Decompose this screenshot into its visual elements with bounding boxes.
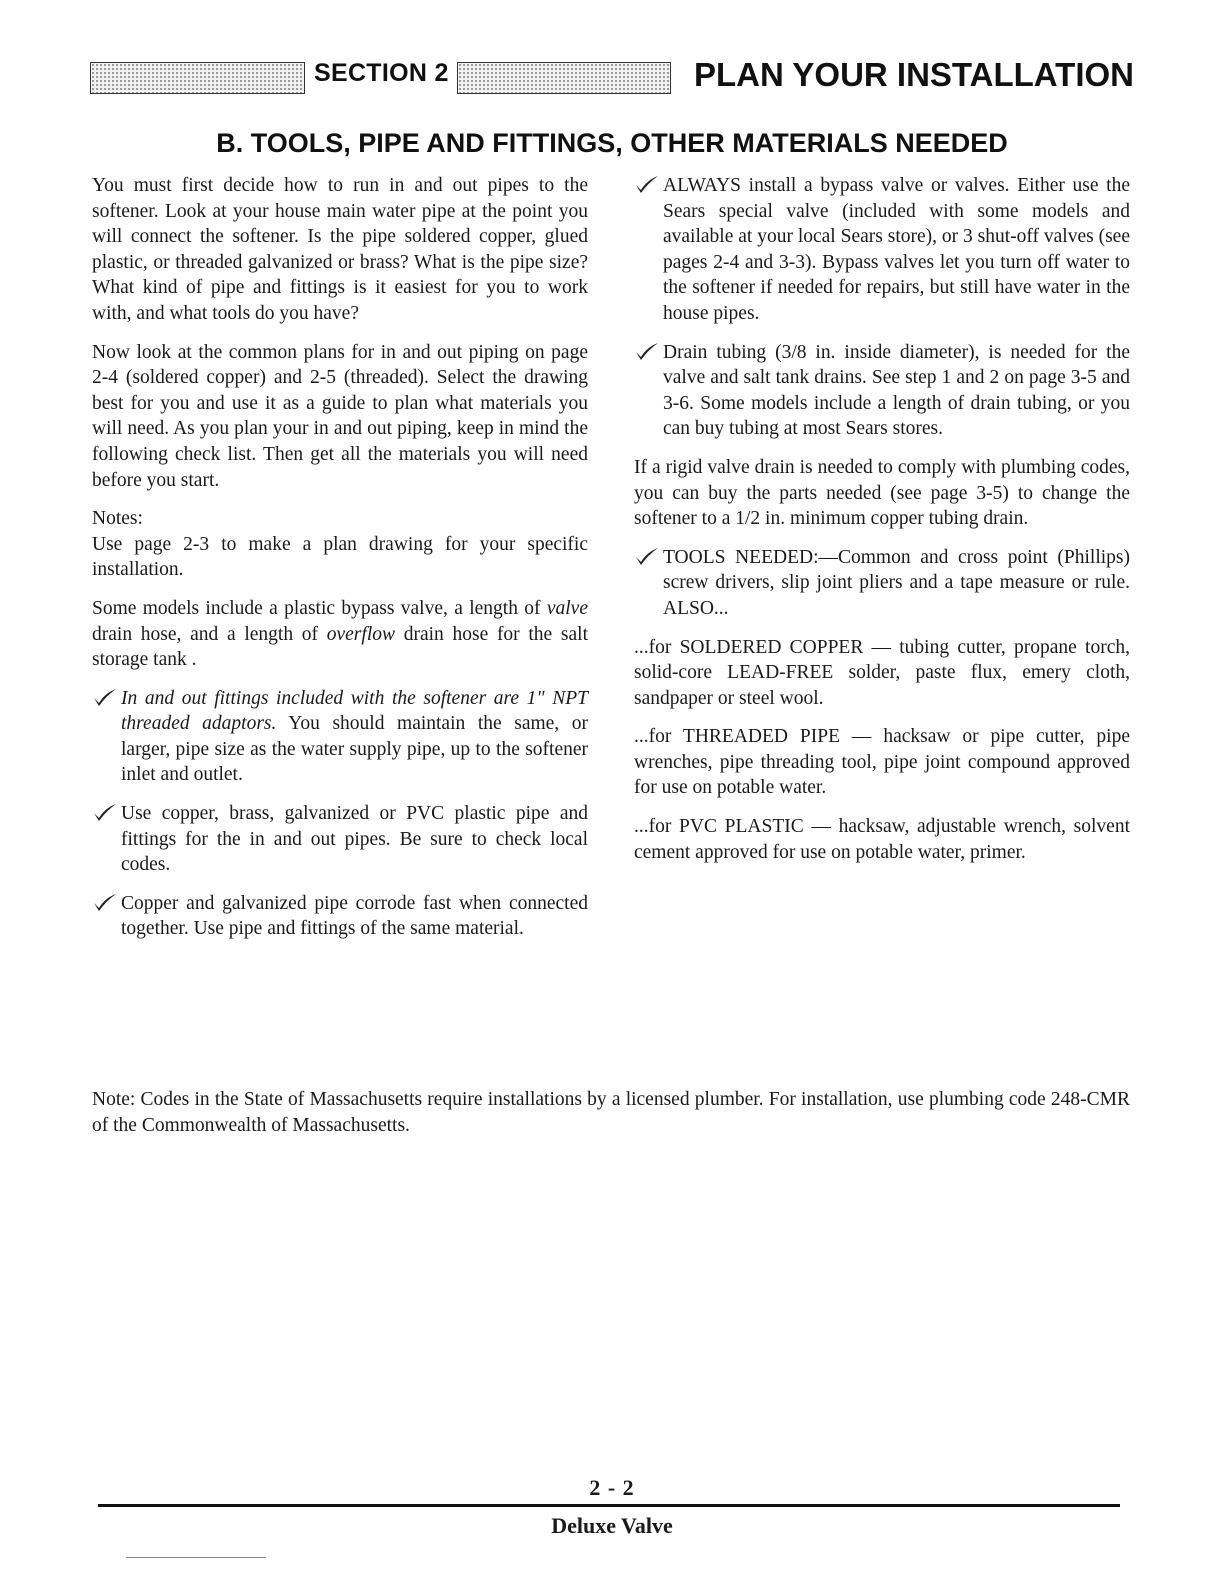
intro-paragraph: You must first decide how to run in and out pipes to the softener. Look at your house main water pipe at the point you will connect the softener. Is the pipe soldered copper, glued plastic, or threaded galvanized or brass? What is the pipe size? What kind of pipe and fittings is it easiest for you to work with, and what tools do you have? xyxy=(92,175,588,324)
notes-paragraph-2 xyxy=(92,596,588,673)
checklist-item-pipe-types xyxy=(92,801,588,878)
stipple-bar-right xyxy=(457,62,671,94)
checkmark-icon xyxy=(92,892,118,912)
checkmark-icon xyxy=(634,341,660,361)
plans-paragraph: Now look at the common plans for in and out piping on page 2-4 (soldered copper) and 2-5 (threaded). Select the drawing best for you and use it as a guide to plan what materials you will need. As you plan your in and out piping, keep in mind the following check list. Then get all the materials you will need before you start. xyxy=(92,341,588,491)
rigid-drain-paragraph: If a rigid valve drain is needed to comply with plumbing codes, you can buy the parts needed (see page 3-5) to change the softener to a 1/2 in. minimum copper tubing drain. xyxy=(634,456,1130,530)
section-header xyxy=(90,56,1134,100)
main-heading: B. TOOLS, PIPE AND FITTINGS, OTHER MATERIALS NEEDED xyxy=(216,128,1008,158)
checklist-item-fittings xyxy=(92,686,588,788)
pvc-plastic-paragraph: ...for PVC PLASTIC — hacksaw, adjustable wrench, solvent cement approved for use on potable water, primer. xyxy=(634,816,1130,863)
header-title: PLAN YOUR INSTALLATION xyxy=(694,56,1134,93)
footer-title: Deluxe Valve xyxy=(551,1513,673,1538)
checklist-text: TOOLS NEEDED:—Common and cross point (Phillips) screw drivers, slip joint pliers and a tape measure or rule. ALSO... xyxy=(663,546,1130,619)
left-column xyxy=(92,173,588,955)
checkmark-icon xyxy=(634,546,660,566)
right-column xyxy=(634,173,1130,878)
valve-emphasis: valve xyxy=(546,597,588,619)
threaded-pipe-paragraph: ...for THREADED PIPE — hacksaw or pipe cutter, pipe wrenches, pipe threading tool, pipe joint compound approved for use on potable water. xyxy=(634,726,1130,799)
checklist-item-corrosion xyxy=(92,891,588,942)
checklist-text: Use copper, brass, galvanized or PVC plastic pipe and fittings for the in and out pipes. Be sure to check local codes. xyxy=(121,803,588,876)
notes-label: Notes: xyxy=(92,508,143,530)
checklist-text: You should maintain the same, or larger, pipe size as the water supply pipe, up to the softener inlet and outlet. xyxy=(121,713,588,786)
notes-paragraph-1: Use page 2-3 to make a plan drawing for your specific installation. xyxy=(92,533,588,581)
checklist-text: ALWAYS install a bypass valve or valves. Either use the Sears special valve (included with some models and available at your local Sears store), or 3 shut-off valves (see pages 2-4 and 3-3). Bypass valves let you turn off water to the softener if needed for repairs, but still have water in the house pipes. xyxy=(663,175,1130,324)
notes-text: Some models include a plastic bypass valve, a length of xyxy=(92,597,547,619)
checklist-item-bypass xyxy=(634,173,1130,327)
footer-link-underline xyxy=(126,1557,266,1558)
checkmark-icon xyxy=(92,802,118,822)
checkmark-icon xyxy=(92,687,118,707)
page-number: 2 - 2 xyxy=(589,1475,635,1500)
checklist-item-drain-tubing xyxy=(634,340,1130,442)
checklist-italic-text: In and out fittings included with the softener are 1" NPT threaded adaptors. xyxy=(121,687,588,735)
soldered-copper-paragraph: ...for SOLDERED COPPER — tubing cutter, propane torch, solid-core LEAD-FREE solder, paste flux, emery cloth, sandpaper or steel wool. xyxy=(634,636,1130,709)
overflow-emphasis: overflow xyxy=(326,623,395,645)
checkmark-icon xyxy=(634,174,660,194)
section-label: SECTION 2 xyxy=(314,59,449,87)
footer-rule xyxy=(98,1504,1120,1507)
checklist-text: Copper and galvanized pipe corrode fast when connected together. Use pipe and fittings of the same material. xyxy=(121,892,588,940)
stipple-bar-left xyxy=(90,62,305,94)
notes-text: drain hose, and a length of xyxy=(92,623,327,645)
checklist-item-tools xyxy=(634,545,1130,622)
notes-text: drain hose for the salt storage tank . xyxy=(92,623,589,671)
checklist-text: Drain tubing (3/8 in. inside diameter), is needed for the valve and salt tank drains. See step 1 and 2 on page 3-5 and 3-6. Some models include a length of drain tubing, or you can buy tubing at most Sears stores. xyxy=(663,341,1130,440)
massachusetts-note: Note: Codes in the State of Massachusetts require installations by a licensed plumber. For installation, use plumbing code 248-CMR of the Commonwealth of Massachusetts. xyxy=(92,1089,1130,1136)
